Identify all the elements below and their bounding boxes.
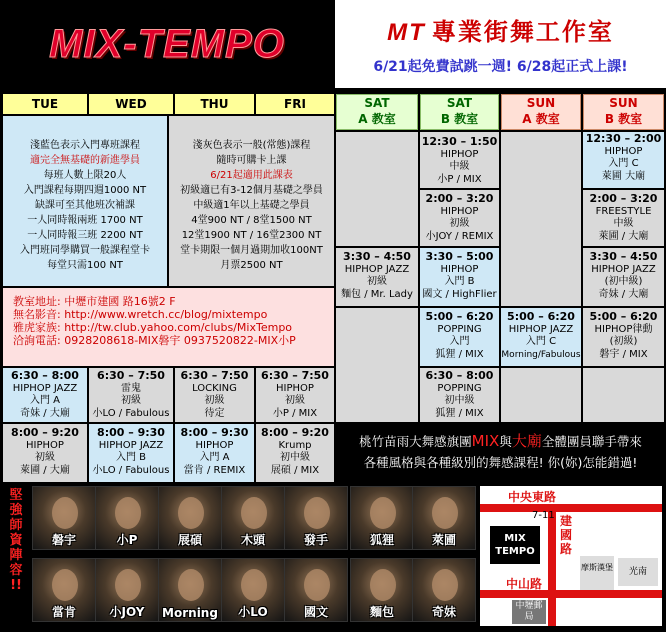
class-cell: 5:00 – 6:20 POPPING 入門 狐狸 / MIX: [420, 308, 499, 366]
intro-beginner-info: 淺藍色表示入門專班課程 適完全無基礎的新進學員 每班人數上限20人 入門課程每期四週1000 NT 缺課可至其他班次補課 一人同時報兩班 1700 NT 一人同時報三班 2200 NT 入門班同學購買一般課程堂卡 每堂只需100 NT: [3, 116, 167, 286]
header-sun-b: SUN B 教室: [583, 94, 664, 130]
intro-regular-info: 淺灰色表示一般(常態)課程 隨時可購卡上課 6/21起適用此課表 初級適已有3-12個月基礎之學員 中級適1年以上基礎之學員 4堂900 NT / 8堂1500 NT 12堂1900 NT / 16堂2300 NT 堂卡期限一個月過期加收100NT 月票2500 NT: [169, 116, 334, 286]
portrait-icon: [304, 569, 330, 601]
member-photo: 奇妹: [412, 558, 476, 622]
phone: 洽詢電話: 0928208618-MIX磐宇 0937520822-MIX小P: [13, 334, 296, 347]
sat-a-empty-mid: [336, 308, 418, 422]
store-marker: MIX TEMPO: [490, 526, 540, 564]
class-cell: 12:30 – 2:00 HIPHOP 入門 C 萊圃 大廟: [583, 132, 664, 188]
portrait-icon: [52, 569, 78, 601]
member-photo: 小P: [95, 486, 159, 550]
class-cell: 3:30 – 4:50 HIPHOP JAZZ (初中級) 奇妹 / 大廟: [583, 248, 664, 306]
class-cell: 2:00 – 3:20 HIPHOP 初級 小JOY / REMIX: [420, 190, 499, 246]
class-cell: 12:30 – 1:50 HIPHOP 中級 小P / MIX: [420, 132, 499, 188]
portrait-icon: [178, 497, 204, 529]
address: 教室地址: 中壢市建國 路16號2 F: [13, 295, 176, 308]
road-vertical: [548, 504, 556, 626]
blog-link[interactable]: 無名影音: http://www.wretch.cc/blog/mixtempo: [13, 308, 268, 321]
portrait-icon: [241, 569, 267, 601]
sun-a-empty-bottom: [501, 368, 581, 422]
member-photo: 發手: [284, 486, 348, 550]
sat-a-empty-top: [336, 132, 418, 246]
member-photo: 展碩: [158, 486, 222, 550]
class-cell: 6:30 – 7:50 雷鬼 初級 小LO / Fabulous: [89, 368, 173, 422]
member-photo: 小JOY: [95, 558, 159, 622]
logo: MIX-TEMPO: [49, 21, 285, 66]
title-banner: [335, 0, 666, 88]
sun-a-empty-top: [501, 132, 581, 306]
sun-b-empty-bottom: [583, 368, 664, 422]
portrait-icon: [370, 569, 396, 601]
lineup-label: 堅 強 師 資 陣 容 !!: [9, 488, 23, 593]
schedule-notice: 6/21起免費試跳一週! 6/28起正式上課!: [373, 59, 628, 75]
portrait-icon: [370, 497, 396, 529]
class-cell: 6:30 – 7:50 LOCKING 初級 待定: [175, 368, 254, 422]
class-cell: 3:30 – 4:50 HIPHOP JAZZ 初級 麵包 / Mr. Lady: [336, 248, 418, 306]
club-link[interactable]: 雅虎家族: http://tw.club.yahoo.com/clubs/MixTempo: [13, 321, 293, 334]
portrait-icon: [115, 497, 141, 529]
class-cell: 8:00 – 9:30 HIPHOP 入門 A 當肯 / REMIX: [175, 424, 254, 482]
member-photo: 磐宇: [32, 486, 96, 550]
portrait-icon: [115, 569, 141, 601]
portrait-icon: [241, 497, 267, 529]
road-horizontal-top: [480, 504, 662, 512]
member-photo: Morning: [158, 558, 222, 622]
portrait-icon: [432, 497, 458, 529]
header-sat-a: SAT A 教室: [336, 94, 418, 130]
member-photo: 小LO: [221, 558, 285, 622]
portrait-icon: [52, 497, 78, 529]
class-cell: 8:00 – 9:30 HIPHOP JAZZ 入門 B 小LO / Fabulous: [89, 424, 173, 482]
class-cell: 5:00 – 6:20 HIPHOP律動 (初級) 磐宇 / MIX: [583, 308, 664, 366]
header-sun-a: SUN A 教室: [501, 94, 581, 130]
studio-title: MT 專業街舞工作室: [387, 17, 614, 46]
location-map: 中央東路 7-11 MIX TEMPO 建國路 摩斯漢堡 光南 中山路 中壢郵局: [480, 486, 662, 626]
header-wed: WED: [89, 94, 173, 114]
promo-text: 桃竹苗雨大舞感旗團MIX與大廟全體團員聯手帶來 各種風格與各種級別的舞感課程! 你(妳)怎能錯過!: [335, 424, 666, 482]
class-cell: 6:30 – 8:00 POPPING 初中級 狐狸 / MIX: [420, 368, 499, 422]
class-cell: 3:30 – 5:00 HIPHOP 入門 B 國文 / HighFlier: [420, 248, 499, 306]
class-cell: 8:00 – 9:20 HIPHOP 初級 萊圃 / 大廟: [3, 424, 87, 482]
contact-info: [3, 288, 334, 366]
class-cell: 6:30 – 7:50 HIPHOP 初級 小P / MIX: [256, 368, 334, 422]
portrait-icon: [432, 569, 458, 601]
member-photo: 木頭: [221, 486, 285, 550]
member-photo: 萊圃: [412, 486, 476, 550]
class-cell: 2:00 – 3:20 FREESTYLE 中級 萊圃 / 大廟: [583, 190, 664, 246]
class-cell: 8:00 – 9:20 Krump 初中級 展碩 / MIX: [256, 424, 334, 482]
header-tue: TUE: [3, 94, 87, 114]
logo-area: [0, 0, 334, 88]
member-photo: 國文: [284, 558, 348, 622]
member-photo: 狐狸: [350, 486, 414, 550]
header-thu: THU: [175, 94, 254, 114]
header-fri: FRI: [256, 94, 334, 114]
class-cell: 5:00 – 6:20 HIPHOP JAZZ 入門 C Morning/Fabulous: [501, 308, 581, 366]
member-photo: 當肯: [32, 558, 96, 622]
portrait-icon: [178, 569, 204, 601]
class-cell: 6:30 – 8:00 HIPHOP JAZZ 入門 A 奇妹 / 大廟: [3, 368, 87, 422]
portrait-icon: [304, 497, 330, 529]
member-photo: 麵包: [350, 558, 414, 622]
header-sat-b: SAT B 教室: [420, 94, 499, 130]
